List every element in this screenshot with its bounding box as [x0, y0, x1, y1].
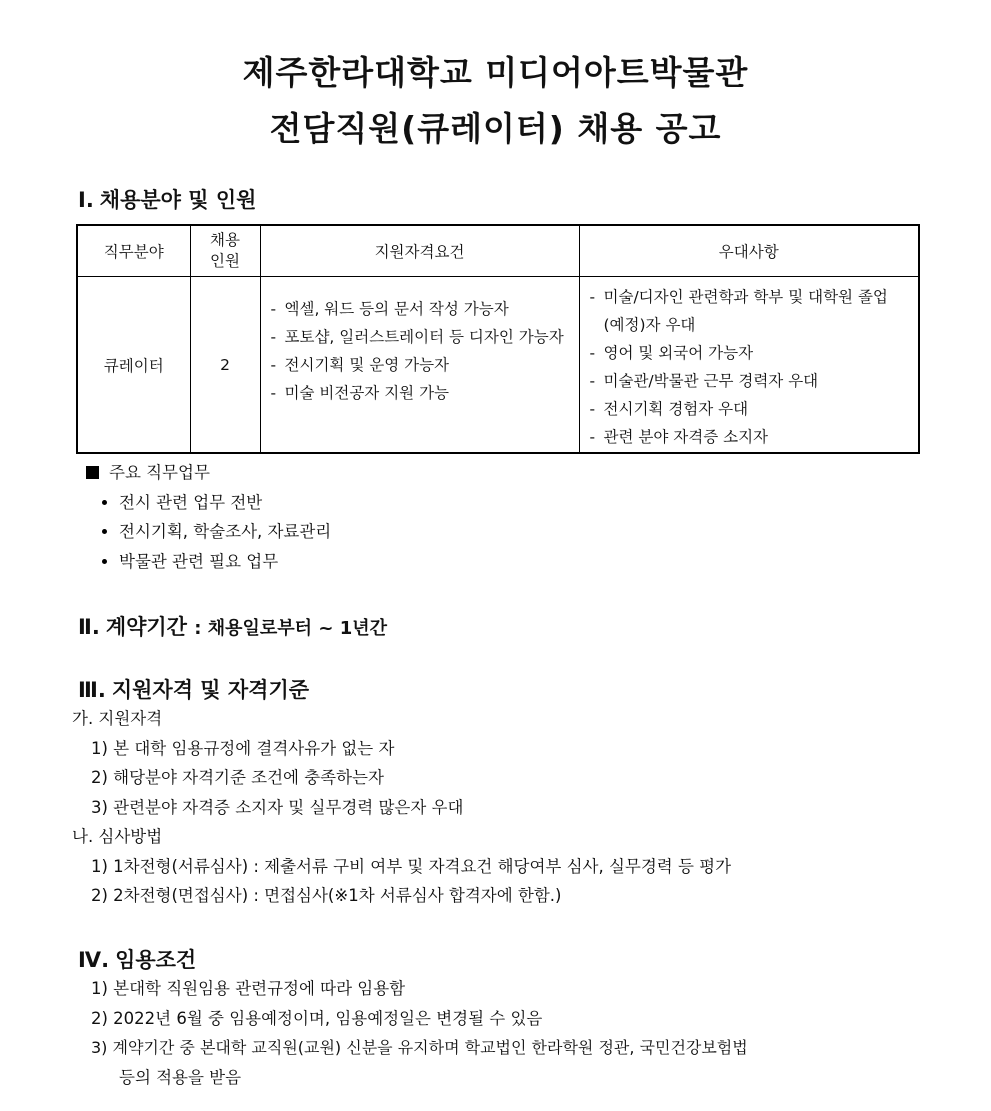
section-2-detail: : 채용일로부터 ~ 1년간: [194, 618, 387, 639]
section-4-title: 임용조건: [115, 948, 197, 972]
recruitment-table: [76, 224, 920, 454]
preference-item: - 미술관/박물관 근무 경력자 우대: [582, 367, 907, 395]
sub-a-item: 1) 본 대학 임용규정에 결격사유가 없는 자: [91, 738, 395, 758]
duties-title-text: 주요 직무업무: [109, 463, 210, 482]
sub-b-title: 나. 심사방법: [72, 827, 163, 846]
section-1-title: 채용분야 및 인원: [99, 188, 257, 212]
section-3-title: 지원자격 및 자격기준: [111, 678, 310, 702]
requirement-item: - 엑셀, 워드 등의 문서 작성 가능자: [263, 295, 565, 323]
dot-bullet-icon: [102, 529, 107, 534]
cell-requirements: [260, 277, 579, 454]
duty-item: [86, 547, 331, 577]
sub-b-item: 2) 2차전형(면접심사) : 면접심사(※1차 서류심사 합격자에 한함.): [91, 886, 562, 905]
section-4-heading: [78, 944, 196, 974]
preference-item: - 미술/디자인 관련학과 학부 및 대학원 졸업(예정)자 우대: [582, 283, 907, 339]
duty-item: [86, 517, 331, 547]
employment-item: 2) 2022년 6월 중 임용예정이며, 임용예정일은 변경될 수 있음: [91, 1008, 543, 1028]
header-preferences: 우대사항: [579, 225, 919, 277]
duty-item: [86, 488, 331, 518]
cell-count: 2: [190, 277, 260, 454]
header-count-line2: 인원: [210, 252, 240, 270]
title-line-1: 제주한라대학교 미디어아트박물관: [242, 53, 749, 92]
title-line-2: 전담직원(큐레이터) 채용 공고: [269, 109, 722, 148]
employment-item: 1) 본대학 직원임용 관련규정에 따라 임용함: [91, 979, 406, 998]
sub-b-item: 1) 1차전형(서류심사) : 제출서류 구비 여부 및 자격요건 해당여부 심사, 실무경력 등 평가: [91, 856, 732, 876]
section-2-title: 계약기간: [105, 615, 187, 639]
sub-a-item: 2) 해당분야 자격기준 조건에 충족하는자: [91, 768, 384, 787]
sub-a-item: 3) 관련분야 자격증 소지자 및 실무경력 많은자 우대: [91, 797, 464, 817]
preference-item: - 관련 분야 자격증 소지자: [582, 423, 907, 451]
section-1-number: Ⅰ.: [78, 188, 94, 212]
section-2-heading: [78, 611, 387, 641]
section-3-heading: [78, 674, 309, 704]
section-3-number: Ⅲ.: [78, 678, 106, 702]
cell-field: 큐레이터: [77, 277, 190, 454]
employment-item: 3) 계약기간 중 본대학 교직원(교원) 신분을 유지하며 학교법인 한라학원 정관, 국민건강보험법: [91, 1038, 748, 1057]
section-2-number: Ⅱ.: [78, 615, 100, 639]
requirement-item: - 미술 비전공자 지원 가능: [263, 379, 565, 407]
duties-block: [86, 458, 331, 576]
duty-text: 전시 관련 업무 전반: [119, 492, 263, 512]
header-count-line1: 채용: [210, 231, 240, 249]
header-requirements: 지원자격요건: [260, 225, 579, 277]
section-1-heading: [78, 184, 256, 214]
requirement-item: - 포토샵, 일러스트레이터 등 디자인 가능자: [263, 323, 565, 351]
duty-text: 전시기획, 학술조사, 자료관리: [119, 522, 332, 541]
employment-item-continued: 등의 적용을 받음: [119, 1067, 242, 1087]
header-field: 직무분야: [77, 225, 190, 277]
requirement-item: - 전시기획 및 운영 가능자: [263, 351, 565, 379]
duty-text: 박물관 관련 필요 업무: [119, 551, 279, 571]
cell-preferences: [579, 277, 919, 454]
preference-item: - 영어 및 외국어 가능자: [582, 339, 907, 367]
section-3-body: [72, 704, 731, 911]
section-4-number: Ⅳ.: [78, 948, 110, 972]
preference-item: - 전시기획 경험자 우대: [582, 395, 907, 423]
dot-bullet-icon: [102, 559, 107, 564]
duties-title: [86, 458, 331, 488]
sub-a-title: 가. 지원자격: [72, 709, 163, 728]
square-bullet-icon: [86, 466, 99, 479]
dot-bullet-icon: [102, 500, 107, 505]
header-count: [190, 225, 260, 277]
section-4-body: [91, 974, 748, 1092]
